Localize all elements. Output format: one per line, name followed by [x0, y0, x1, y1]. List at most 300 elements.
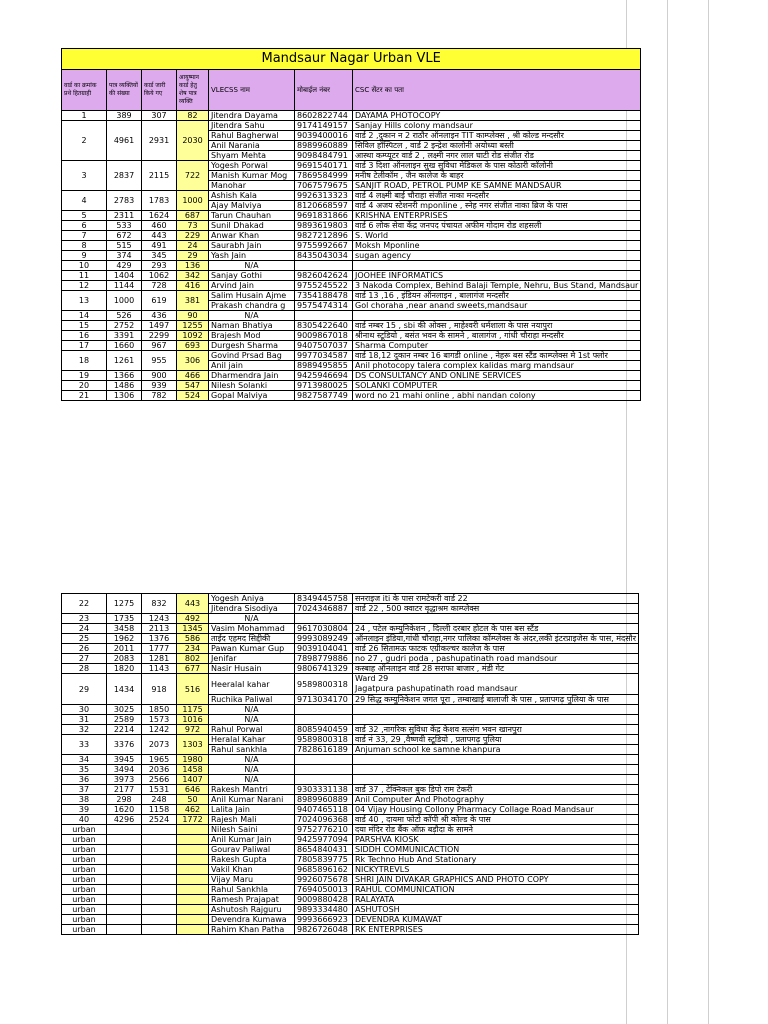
address-cell: सिविल हॉस्पिटल , वार्ड 2 इन्द्रेश कालोनी अयोध्या बस्ती [353, 141, 641, 151]
address-cell: Ward 29 Jagatpura pashupatinath road mandsaur [353, 674, 639, 695]
mobile-cell: 7694050013 [295, 885, 353, 895]
eligible-count-cell: 2752 [107, 321, 142, 331]
eligible-count-cell: 1660 [107, 341, 142, 351]
header-mobile: मोबाईल नंबर [295, 70, 353, 111]
issued-count-cell: 491 [142, 241, 177, 251]
eligible-count-cell: 4296 [107, 815, 142, 825]
vle-name-cell: Rahim Khan Patha [209, 925, 295, 935]
vle-table-bottom [61, 593, 639, 935]
table-row [62, 311, 641, 321]
address-cell: KRISHNA ENTERPRISES [353, 211, 641, 221]
address-cell: word no 21 mahi online , abhi nandan colony [353, 391, 641, 401]
issued-count-cell [142, 885, 177, 895]
issued-count-cell: 1531 [142, 785, 177, 795]
ward-number-cell: urban [62, 895, 107, 905]
address-cell: श्रीनाथ स्टूडियो , बसंत भवन के सामने , बालागंज , गांधी चौराहा मन्दसौर [353, 331, 641, 341]
mobile-cell: 9009880428 [295, 895, 353, 905]
ward-number-cell: 20 [62, 381, 107, 391]
vle-name-cell: Manish Kumar Mog [209, 171, 295, 181]
vle-name-cell: Anil Kumar Jain [209, 835, 295, 845]
ward-number-cell: 18 [62, 351, 107, 371]
mobile-cell [295, 261, 353, 271]
ward-number-cell: 40 [62, 815, 107, 825]
vle-name-cell: Heeralal kahar [209, 674, 295, 695]
vle-name-cell: Arvind Jain [209, 281, 295, 291]
remaining-count-cell: 677 [177, 664, 209, 674]
ward-number-cell: 1 [62, 111, 107, 121]
mobile-cell: 9755245522 [295, 281, 353, 291]
ward-number-cell: 19 [62, 371, 107, 381]
eligible-count-cell: 2177 [107, 785, 142, 795]
mobile-cell: 9893334480 [295, 905, 353, 915]
mobile-cell: 9827587749 [295, 391, 353, 401]
remaining-count-cell: 1345 [177, 624, 209, 634]
address-cell: सनराइज iti के पास रामटेकरी वार्ड 22 [353, 594, 639, 604]
address-cell: 24 , पटेल कम्युनिकेशन , दिल्ली दरबार होटल के पास बस स्टैंड [353, 624, 639, 634]
table-row [62, 765, 639, 775]
mobile-cell: 9752776210 [295, 825, 353, 835]
ward-number-cell: 26 [62, 644, 107, 654]
issued-count-cell: 900 [142, 371, 177, 381]
ward-number-cell: 4 [62, 191, 107, 211]
mobile-cell: 9098484791 [295, 151, 353, 161]
eligible-count-cell: 1144 [107, 281, 142, 291]
address-cell: RK ENTERPRISES [353, 925, 639, 935]
remaining-count-cell: 136 [177, 261, 209, 271]
ward-number-cell: 9 [62, 251, 107, 261]
ward-number-cell: 15 [62, 321, 107, 331]
issued-count-cell: 1242 [142, 725, 177, 735]
table-row [62, 614, 639, 624]
table-row [62, 211, 641, 221]
issued-count-cell [142, 855, 177, 865]
address-cell: SOLANKI COMPUTER [353, 381, 641, 391]
remaining-count-cell [177, 845, 209, 855]
ward-number-cell: 38 [62, 795, 107, 805]
address-cell: Rk Techno Hub And Stationary [353, 855, 639, 865]
address-cell: वार्ड 26 सितामऊ फाटक एग्रीकल्चर कालेज के पास [353, 644, 639, 654]
eligible-count-cell: 1434 [107, 674, 142, 705]
eligible-count-cell: 2837 [107, 161, 142, 191]
mobile-cell: 9303331138 [295, 785, 353, 795]
header-issued: कार्ड जारी किये गए [142, 70, 177, 111]
issued-count-cell: 832 [142, 594, 177, 614]
table-row [62, 755, 639, 765]
table-row [62, 241, 641, 251]
eligible-count-cell [107, 895, 142, 905]
vle-name-cell: Prakash chandra g [209, 301, 295, 311]
address-cell: Gol choraha ,near anand sweets,mandsaur [353, 301, 641, 311]
table-row [62, 281, 641, 291]
header-row [62, 70, 641, 111]
address-cell: JOOHEE INFORMATICS [353, 271, 641, 281]
vle-name-cell: Rakesh Gupta [209, 855, 295, 865]
vle-name-cell: Pawan Kumar Gup [209, 644, 295, 654]
address-cell: वार्ड 4 लक्ष्मी बाई चौराहा संजीत नाका मन्दसौर [353, 191, 641, 201]
ward-number-cell: 5 [62, 211, 107, 221]
ward-number-cell: urban [62, 905, 107, 915]
remaining-count-cell: 50 [177, 795, 209, 805]
issued-count-cell: 1965 [142, 755, 177, 765]
table-row [62, 191, 641, 201]
remaining-count-cell [177, 865, 209, 875]
address-cell: वार्ड 2 ,दुकान न 2 राठौर ऑनलाइन TIT काम्प्लेक्स , श्री कोल्ड मन्दसौर [353, 131, 641, 141]
table-row [62, 915, 639, 925]
remaining-count-cell [177, 925, 209, 935]
table-row [62, 795, 639, 805]
issued-count-cell: 782 [142, 391, 177, 401]
remaining-count-cell: 1255 [177, 321, 209, 331]
vle-name-cell: Manohar [209, 181, 295, 191]
ward-number-cell: 14 [62, 311, 107, 321]
vle-table-top [61, 48, 641, 401]
address-cell: RALAYATA [353, 895, 639, 905]
ward-number-cell: 36 [62, 775, 107, 785]
eligible-count-cell: 389 [107, 111, 142, 121]
mobile-cell: 7898779886 [295, 654, 353, 664]
ward-number-cell: 30 [62, 705, 107, 715]
mobile-cell [295, 715, 353, 725]
table-row [62, 231, 641, 241]
address-cell: वार्ड नम्बर 15 , sbi की ओक्स , माहेश्वरी धर्मशाला के पास नयापुरा [353, 321, 641, 331]
eligible-count-cell: 3025 [107, 705, 142, 715]
issued-count-cell: 1281 [142, 654, 177, 664]
mobile-cell [295, 311, 353, 321]
mobile-cell: 9425946694 [295, 371, 353, 381]
issued-count-cell [142, 865, 177, 875]
mobile-cell: 9826042624 [295, 271, 353, 281]
remaining-count-cell: 1980 [177, 755, 209, 765]
mobile-cell: 8120668597 [295, 201, 353, 211]
remaining-count-cell: 972 [177, 725, 209, 735]
address-cell [353, 261, 641, 271]
eligible-count-cell: 1366 [107, 371, 142, 381]
eligible-count-cell: 1404 [107, 271, 142, 281]
vle-name-cell: Sunil Dhakad [209, 221, 295, 231]
table-row [62, 905, 639, 915]
address-cell: कस्बाह ऑनलाइन वार्ड 28 सराफा बाजार , मंडी गेट [353, 664, 639, 674]
eligible-count-cell: 533 [107, 221, 142, 231]
mobile-cell [295, 755, 353, 765]
remaining-count-cell: 73 [177, 221, 209, 231]
vle-name-cell: Rahul Sankhla [209, 885, 295, 895]
remaining-count-cell: 1772 [177, 815, 209, 825]
ward-number-cell: urban [62, 885, 107, 895]
vle-name-cell: Shyam Mehta [209, 151, 295, 161]
ward-number-cell: 3 [62, 161, 107, 191]
vle-name-cell: Anil jain [209, 361, 295, 371]
vle-name-cell: Gourav Paliwal [209, 845, 295, 855]
vle-name-cell: Rajesh Mali [209, 815, 295, 825]
address-cell: 04 Vijay Housing Collony Pharmacy Collage Road Mandsaur [353, 805, 639, 815]
remaining-count-cell: 802 [177, 654, 209, 664]
eligible-count-cell [107, 925, 142, 935]
remaining-count-cell: 492 [177, 614, 209, 624]
mobile-cell: 9039400016 [295, 131, 353, 141]
address-cell: वार्ड 6 लोक सेवा केंद्र जनपद पंचायत अफीम गोदाम रोड शहसली [353, 221, 641, 231]
issued-count-cell: 345 [142, 251, 177, 261]
eligible-count-cell [107, 825, 142, 835]
table-row [62, 644, 639, 654]
mobile-cell: 9993089249 [295, 634, 353, 644]
table-row [62, 111, 641, 121]
remaining-count-cell [177, 825, 209, 835]
issued-count-cell [142, 875, 177, 885]
address-cell: 3 Nakoda Complex, Behind Balaji Temple, Nehru, Bus Stand, Mandsaur [353, 281, 641, 291]
vle-name-cell: Sanjay Gothi [209, 271, 295, 281]
issued-count-cell: 248 [142, 795, 177, 805]
table-row [62, 381, 641, 391]
eligible-count-cell [107, 905, 142, 915]
header-remaining: आयुष्मान कार्ड हेतु शेष पात्र व्यक्ति [177, 70, 209, 111]
issued-count-cell: 1143 [142, 664, 177, 674]
mobile-cell: 9425977094 [295, 835, 353, 845]
issued-count-cell: 2931 [142, 121, 177, 161]
mobile-cell: 9926313323 [295, 191, 353, 201]
vle-name-cell: Dharmendra Jain [209, 371, 295, 381]
issued-count-cell: 2113 [142, 624, 177, 634]
remaining-count-cell: 1407 [177, 775, 209, 785]
issued-count-cell [142, 915, 177, 925]
ward-number-cell: 25 [62, 634, 107, 644]
remaining-count-cell [177, 915, 209, 925]
vle-name-cell: Ramesh Prajapat [209, 895, 295, 905]
ward-number-cell: 10 [62, 261, 107, 271]
address-cell: SANJIT ROAD, PETROL PUMP KE SAMNE MANDSAUR [353, 181, 641, 191]
mobile-cell: 8989960889 [295, 795, 353, 805]
remaining-count-cell: 1303 [177, 735, 209, 755]
issued-count-cell [142, 825, 177, 835]
vle-name-cell: Jitendra Dayama [209, 111, 295, 121]
issued-count-cell: 1062 [142, 271, 177, 281]
vle-name-cell: Anil Narania [209, 141, 295, 151]
remaining-count-cell: 722 [177, 161, 209, 191]
table-row [62, 855, 639, 865]
eligible-count-cell [107, 875, 142, 885]
issued-count-cell: 1777 [142, 644, 177, 654]
address-cell: वार्ड 13 ,16 , इंडियन ऑनलाइन , बालागंज मन्दसौर [353, 291, 641, 301]
mobile-cell: 7354188478 [295, 291, 353, 301]
ward-number-cell: urban [62, 925, 107, 935]
vle-name-cell: Nasir Husain [209, 664, 295, 674]
vle-name-cell: Vijay Maru [209, 875, 295, 885]
issued-count-cell: 1624 [142, 211, 177, 221]
vle-name-cell: N/A [209, 715, 295, 725]
table-row [62, 121, 641, 131]
address-cell [353, 765, 639, 775]
vle-name-cell: Durgesh Sharma [209, 341, 295, 351]
issued-count-cell: 1783 [142, 191, 177, 211]
table-row [62, 674, 639, 695]
eligible-count-cell: 3973 [107, 775, 142, 785]
vle-name-cell: Lalita Jain [209, 805, 295, 815]
ward-number-cell: 27 [62, 654, 107, 664]
mobile-cell: 7828616189 [295, 745, 353, 755]
eligible-count-cell: 672 [107, 231, 142, 241]
vle-name-cell: Brajesh Mod [209, 331, 295, 341]
ward-number-cell: 11 [62, 271, 107, 281]
issued-count-cell: 293 [142, 261, 177, 271]
address-cell: वार्ड 37 , टेक्निकल बुक डिपो राम टेकरी [353, 785, 639, 795]
ward-number-cell: 17 [62, 341, 107, 351]
mobile-cell: 9407507037 [295, 341, 353, 351]
mobile-cell: 8989495855 [295, 361, 353, 371]
issued-count-cell: 2115 [142, 161, 177, 191]
table-row [62, 271, 641, 281]
vle-name-cell: Rahul sankhla [209, 745, 295, 755]
table-row [62, 875, 639, 885]
mobile-cell: 9993666923 [295, 915, 353, 925]
ward-number-cell: urban [62, 845, 107, 855]
issued-count-cell: 443 [142, 231, 177, 241]
address-cell: Anil Computer And Photography [353, 795, 639, 805]
issued-count-cell: 939 [142, 381, 177, 391]
address-cell: वार्ड 4 अजय स्टेशनरी mponline , स्नेह नगर संजीत नाका ब्रिज के पास [353, 201, 641, 211]
mobile-cell: 9893619803 [295, 221, 353, 231]
grid-line [667, 0, 668, 1024]
vle-name-cell: Salim Husain Ajme [209, 291, 295, 301]
mobile-cell [295, 705, 353, 715]
table-row [62, 925, 639, 935]
mobile-cell: 9827212896 [295, 231, 353, 241]
issued-count-cell: 1376 [142, 634, 177, 644]
address-cell: दया मंदिर रोड बैंक ऑफ़ बड़ौदा के सामने [353, 825, 639, 835]
address-cell: 29 सिद्ध कम्युनिकेशन जगत पूरा , तम्बाखाई बालाजी के पास , प्रतापगढ़ पुलिया के पास [353, 695, 639, 705]
eligible-count-cell: 2589 [107, 715, 142, 725]
table-row [62, 654, 639, 664]
remaining-count-cell: 1175 [177, 705, 209, 715]
mobile-cell: 7067579675 [295, 181, 353, 191]
eligible-count-cell: 1261 [107, 351, 142, 371]
table-row [62, 825, 639, 835]
table-row [62, 885, 639, 895]
mobile-cell: 9589800318 [295, 735, 353, 745]
eligible-count-cell: 1962 [107, 634, 142, 644]
mobile-cell: 9713980025 [295, 381, 353, 391]
ward-number-cell: 7 [62, 231, 107, 241]
issued-count-cell: 2524 [142, 815, 177, 825]
remaining-count-cell: 443 [177, 594, 209, 614]
remaining-count-cell: 1092 [177, 331, 209, 341]
table-row [62, 835, 639, 845]
remaining-count-cell: 466 [177, 371, 209, 381]
remaining-count-cell: 416 [177, 281, 209, 291]
vle-name-cell: Ajay Malviya [209, 201, 295, 211]
issued-count-cell: 1850 [142, 705, 177, 715]
table-row [62, 715, 639, 725]
issued-count-cell: 2036 [142, 765, 177, 775]
eligible-count-cell: 2083 [107, 654, 142, 664]
eligible-count-cell: 1000 [107, 291, 142, 311]
address-cell: DS CONSULTANCY AND ONLINE SERVICES [353, 371, 641, 381]
vle-name-cell: Anil Kumar Narani [209, 795, 295, 805]
mobile-cell: 8435043034 [295, 251, 353, 261]
issued-count-cell [142, 845, 177, 855]
mobile-cell: 8085940459 [295, 725, 353, 735]
mobile-cell: 9691831866 [295, 211, 353, 221]
eligible-count-cell: 3376 [107, 735, 142, 755]
address-cell: वार्ड 22 , 500 क्वाटर वृद्धाश्रम काम्प्लेक्स [353, 604, 639, 614]
ward-number-cell: urban [62, 835, 107, 845]
remaining-count-cell: 693 [177, 341, 209, 351]
mobile-cell: 9713034170 [295, 695, 353, 705]
header-address: CSC सेंटर का पता [353, 70, 641, 111]
address-cell: no 27 , gudri poda , pashupatinath road mandsour [353, 654, 639, 664]
remaining-count-cell: 1016 [177, 715, 209, 725]
vle-name-cell: Vakil Khan [209, 865, 295, 875]
mobile-cell [295, 765, 353, 775]
vle-name-cell: N/A [209, 765, 295, 775]
mobile-cell: 8989960889 [295, 141, 353, 151]
issued-count-cell: 1497 [142, 321, 177, 331]
remaining-count-cell: 234 [177, 644, 209, 654]
ward-number-cell: 8 [62, 241, 107, 251]
ward-number-cell: urban [62, 825, 107, 835]
issued-count-cell: 1158 [142, 805, 177, 815]
vle-name-cell: Anwar Khan [209, 231, 295, 241]
issued-count-cell [142, 905, 177, 915]
issued-count-cell: 1243 [142, 614, 177, 624]
vle-name-cell: N/A [209, 614, 295, 624]
remaining-count-cell: 29 [177, 251, 209, 261]
table-row [62, 331, 641, 341]
eligible-count-cell [107, 845, 142, 855]
table-row [62, 785, 639, 795]
issued-count-cell: 955 [142, 351, 177, 371]
address-cell: Sharma Computer [353, 341, 641, 351]
vle-name-cell: Devendra Kumawa [209, 915, 295, 925]
table-row [62, 341, 641, 351]
mobile-cell: 9826726048 [295, 925, 353, 935]
address-cell: वार्ड नं 33, 29 ,वैष्णवी स्टूडियो , प्रतापगढ़ पुलिया [353, 735, 639, 745]
remaining-count-cell [177, 855, 209, 865]
vle-name-cell: Rahul Porwal [209, 725, 295, 735]
eligible-count-cell: 3391 [107, 331, 142, 341]
vle-name-cell: Ashutosh Rajguru [209, 905, 295, 915]
vle-name-cell: Govind Prsad Bag [209, 351, 295, 361]
issued-count-cell: 307 [142, 111, 177, 121]
issued-count-cell: 460 [142, 221, 177, 231]
table-row [62, 594, 639, 604]
mobile-cell: 9039104041 [295, 644, 353, 654]
remaining-count-cell: 229 [177, 231, 209, 241]
remaining-count-cell: 687 [177, 211, 209, 221]
eligible-count-cell: 298 [107, 795, 142, 805]
vle-name-cell: Jitendra Sahu [209, 121, 295, 131]
ward-number-cell: 32 [62, 725, 107, 735]
remaining-count-cell: 82 [177, 111, 209, 121]
vle-name-cell: Ruchika Paliwal [209, 695, 295, 705]
eligible-count-cell [107, 855, 142, 865]
eligible-count-cell [107, 885, 142, 895]
ward-number-cell: urban [62, 865, 107, 875]
vle-name-cell: Saurabh Jain [209, 241, 295, 251]
vle-name-cell: Jitendra Sisodiya [209, 604, 295, 614]
eligible-count-cell: 3494 [107, 765, 142, 775]
address-cell: SHRI JAIN DIVAKAR GRAPHICS AND PHOTO COPY [353, 875, 639, 885]
issued-count-cell: 619 [142, 291, 177, 311]
table-row [62, 735, 639, 745]
mobile-cell: 9009867018 [295, 331, 353, 341]
address-cell: SIDDH COMMUNICACTION [353, 845, 639, 855]
mobile-cell: 9926075678 [295, 875, 353, 885]
address-cell: Anil photocopy talera complex kalidas marg mandsaur [353, 361, 641, 371]
eligible-count-cell: 4961 [107, 121, 142, 161]
remaining-count-cell: 1000 [177, 191, 209, 211]
ward-number-cell: 34 [62, 755, 107, 765]
vle-name-cell: Gopal Malviya [209, 391, 295, 401]
remaining-count-cell: 516 [177, 674, 209, 705]
